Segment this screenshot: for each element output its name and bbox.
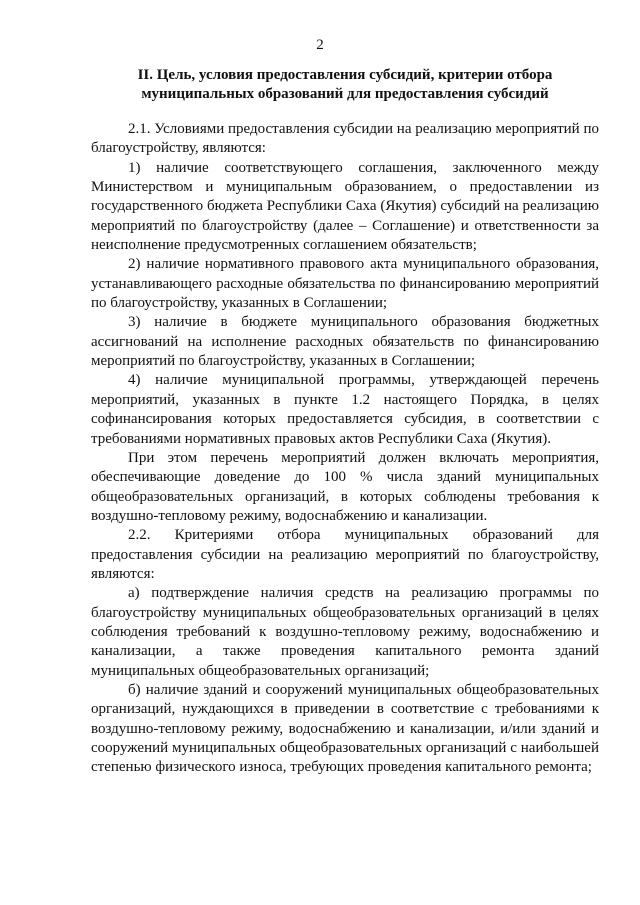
section-title-line-1: II. Цель, условия предоставления субсидий, критерии отбора bbox=[137, 67, 553, 83]
document-body bbox=[91, 120, 599, 778]
page-number: 2 bbox=[316, 37, 324, 53]
paragraph-condition-4: 4) наличие муниципальной программы, утверждающей перечень мероприятий, указанных в пункте 1.2 настоящего Порядка, в целях софинансирования которых предоставляется субсидия, в соответствии с требованиями нормативных правовых актов Республики Саха (Якутия). bbox=[91, 372, 599, 447]
paragraph-condition-3: 3) наличие в бюджете муниципального образования бюджетных ассигнований на исполнение расходных обязательств по финансированию мероприятий по благоустройству, указанных в Соглашении; bbox=[91, 314, 599, 370]
section-title-line-2: муниципальных образований для предоставления субсидий bbox=[141, 86, 549, 102]
paragraph-condition-2: 2) наличие нормативного правового акта муниципального образования, устанавливающего расходные обязательства по финансированию мероприятий по благоустройству, указанных в Соглашении; bbox=[91, 256, 599, 312]
paragraph-criterion-a: а) подтверждение наличия средств на реализацию программы по благоустройству муниципальных общеобразовательных организаций в целях соблюдения требований к воздушно-тепловому режиму, водоснабжению и канализации, а также проведения капитального ремонта зданий муниципальных общеобразовательных организаций; bbox=[91, 585, 599, 679]
paragraph-2-2: 2.2. Критериями отбора муниципальных образований для предоставления субсидии на реализацию мероприятий по благоустройству, являются: bbox=[91, 527, 599, 582]
paragraph-2-1: 2.1. Условиями предоставления субсидии на реализацию мероприятий по благоустройству, являются: bbox=[91, 121, 599, 157]
paragraph-criterion-b: б) наличие зданий и сооружений муниципальных общеобразовательных организаций, нуждающихся в приведении в соответствие с требованиями к воздушно-тепловому режиму, водоснабжению и канализации, и/или зданий и сооружений муниципальных общеобразовательных организаций с наибольшей степенью физического износа, требующих проведения капитального ремонта; bbox=[91, 681, 599, 776]
section-title bbox=[90, 66, 600, 104]
paragraph-condition-1: 1) наличие соответствующего соглашения, заключенного между Министерством и муниципальным образованием, о предоставлении из государственного бюджета Республики Саха (Якутия) субсидий на реализацию мероприятий по благоустройству (далее – Соглашение) и ответственности за неисполнение предусмотренных соглашением обязательств; bbox=[91, 159, 599, 254]
paragraph-measures-note: При этом перечень мероприятий должен включать мероприятия, обеспечивающие доведение до 100 % числа зданий муниципальных общеобразовательных организаций, в которых соблюдены требования к воздушно-тепловому режиму, водоснабжению и канализации. bbox=[91, 449, 599, 524]
